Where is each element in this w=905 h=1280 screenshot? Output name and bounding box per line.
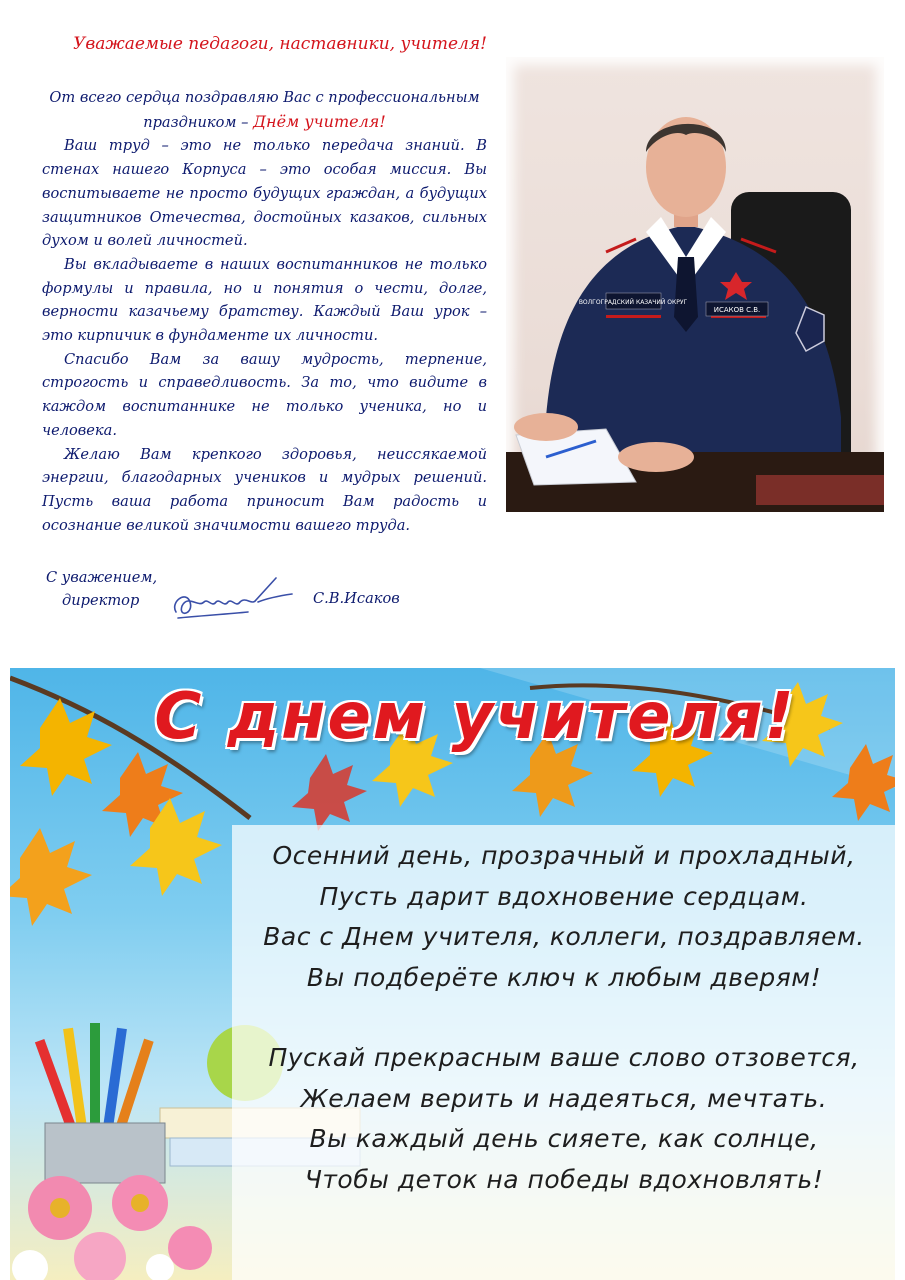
closing: С уважением, [46, 569, 158, 586]
stanza-gap [240, 998, 888, 1038]
paragraph-2: Ваш труд – это не только передача знаний. В стенах нашего Корпуса – это особая миссия. Вы воспитываете не просто будущих граждан, а будущих защитников Отечества, достойных казаков, сильных духом и волей личностей. [42, 137, 487, 250]
signer-name: С.В.Исаков [313, 590, 400, 607]
poem-line: Осенний день, прозрачный и прохладный, [272, 841, 856, 870]
letter-body [42, 86, 487, 537]
poem-line: Вас с Днем учителя, коллеги, поздравляем. [263, 922, 865, 951]
greeting: Уважаемые педагоги, наставники, учителя! [73, 34, 487, 54]
director-photo [506, 57, 884, 512]
paragraph-1 [42, 86, 487, 134]
director-illustration [506, 57, 884, 512]
sign-block [46, 566, 157, 612]
signature-scribble-icon [168, 572, 298, 624]
holiday-name: Днём учителя! [253, 111, 386, 131]
flower-icon [12, 1175, 212, 1280]
badge-name: ИСАКОВ С.В. [713, 306, 761, 314]
teachers-day-card [10, 668, 895, 1280]
poem-line: Желаем верить и надеяться, мечтать. [300, 1083, 828, 1113]
paragraph-5: Желаю Вам крепкого здоровья, неиссякаемой энергии, благодарных учеников и мудрых решений. Пусть ваша работа приносит Вам радость и осознание великой значимости вашего труда. [42, 445, 487, 534]
poem-line: Пусть дарит вдохновение сердцам. [319, 881, 809, 911]
poem-line: Пускай прекрасным ваше слово отзовется, [268, 1043, 860, 1072]
paragraph-3: Вы вкладываете в наших воспитанников не только формулы и правила, но и понятия о чести, долге, верности казачьему братству. Каждый Ваш урок – это кирпичик в фундаменте их личности. [42, 255, 487, 345]
poem [240, 836, 888, 1200]
position: директор [62, 592, 140, 609]
poem-line: Вы каждый день сияете, как солнце, [309, 1124, 819, 1153]
card-title: С днем учителя! [154, 680, 796, 754]
paragraph-1-text: От всего сердца поздравляю Вас с профессиональным праздником – [49, 89, 480, 131]
poem-line: Вы подберёте ключ к любым дверям! [306, 962, 822, 992]
badge-left: ВОЛГОГРАДСКИЙ КАЗАЧИЙ ОКРУГ [578, 299, 688, 306]
paragraph-4: Спасибо Вам за вашу мудрость, терпение, строгость и справедливость. За то, что видите в каждом воспитаннике не только ученика, но и человека. [42, 350, 487, 439]
poem-line: Чтобы деток на победы вдохновлять! [304, 1164, 824, 1194]
pencil-cup-icon [35, 1023, 165, 1183]
